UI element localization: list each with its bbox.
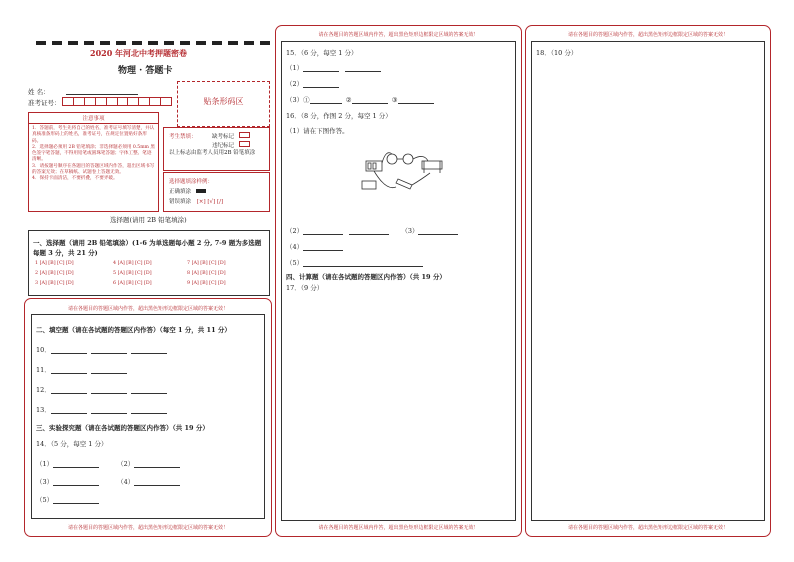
rheostat-icon [422, 161, 442, 169]
component-icon [362, 181, 376, 189]
blank[interactable] [303, 227, 343, 235]
q15: 15．（6 分，每空 1 分） [286, 49, 358, 57]
section1-title: 一、选择题（请用 2B 铅笔填涂）(1-6 为单选题每小题 2 分, 7-9 题为多选题每题 3 分，共 21 分) [33, 239, 262, 257]
choice-col-right[interactable] [187, 259, 226, 289]
blank[interactable] [53, 460, 99, 468]
blank[interactable] [310, 96, 342, 104]
barcode-label: 贴条形码区 [203, 97, 244, 106]
note-item: 3．请按题号顺序在各题目的答题区域内作答，超出区域书写的答案无效；在草稿纸、试题卷上答题无效。 [32, 163, 155, 176]
q14-1-label: （1） [36, 460, 54, 468]
blank[interactable] [349, 227, 389, 235]
blank[interactable] [352, 96, 388, 104]
q14-3-label: （3） [36, 478, 54, 486]
answer-area-middle[interactable] [281, 41, 516, 521]
q16-5 [286, 258, 423, 267]
q11-label: 11． [36, 366, 51, 374]
blank[interactable] [53, 496, 99, 504]
q17: 17．（9 分） [286, 284, 324, 292]
q10-label: 10． [36, 346, 51, 354]
q16-4-label: （4） [286, 243, 304, 251]
circuit-diagram [352, 139, 452, 201]
answer-area-left[interactable] [31, 314, 265, 519]
blank[interactable] [51, 366, 87, 374]
blank[interactable] [131, 406, 167, 414]
choice-row[interactable]: 3 [A] [B] [C] [D] [35, 281, 74, 286]
blank[interactable] [91, 366, 127, 374]
meter-icon [387, 154, 397, 164]
q15-2-label: （2） [286, 80, 304, 88]
blank[interactable] [303, 243, 343, 251]
q18: 18．（10 分） [536, 49, 578, 57]
switch-icon [396, 179, 412, 189]
q14-1 [36, 459, 180, 468]
q10 [36, 345, 167, 354]
choice-row[interactable]: 6 [A] [B] [C] [D] [113, 281, 152, 286]
subject-title-text: 物理 · 答题卡 [118, 66, 173, 76]
violation-checkbox[interactable] [239, 141, 250, 147]
q12 [36, 385, 167, 394]
choice-row[interactable]: 5 [A] [B] [C] [D] [113, 271, 152, 276]
filled-mark-icon [196, 189, 206, 193]
answer-panel-left [24, 298, 272, 537]
choice-row[interactable]: 7 [A] [B] [C] [D] [187, 261, 226, 266]
q14-3 [36, 477, 180, 486]
choice-header: 选择题(请用 2B 铅笔填涂) [110, 216, 187, 224]
blank[interactable] [51, 346, 87, 354]
violation-label [212, 141, 250, 149]
section2-title: 二、填空题（请在各试题的答题区内作答）（每空 1 分，共 11 分） [36, 326, 231, 334]
correct-sample [169, 187, 206, 195]
wrong-marks: [×] [√] [/] [196, 199, 224, 205]
q15-2 [286, 79, 339, 88]
blank[interactable] [53, 478, 99, 486]
warning-bottom: 请在各题目的答题区域内作答，超出黑色矩形边框限定区域的答案无效！ [67, 525, 228, 531]
q14-5 [36, 495, 99, 504]
warning-top: 请在各题目的答题区域内作答，超出黑色矩形边框限定区域的答案无效！ [567, 32, 728, 38]
blank[interactable] [134, 460, 180, 468]
q13 [36, 405, 167, 414]
section3-title: 三、实验探究题（请在各试题的答题区内作答）（共 19 分） [36, 424, 209, 432]
note-item: 4．保持卡面清洁，不要折叠，不要弄破。 [32, 176, 118, 182]
q15-1 [286, 63, 381, 72]
warning-top: 请在各题目的答题区域内作答，超出黑色矩形边框限定区域的答案无效！ [318, 32, 479, 38]
missing-text: 缺考标记 [212, 134, 235, 140]
notes-title: 注意事项 [29, 113, 158, 124]
subject-title [118, 63, 172, 76]
q16-2 [286, 226, 458, 235]
q14: 14．（5 分，每空 1 分） [36, 440, 108, 448]
blank[interactable] [91, 386, 127, 394]
note-item: 2．选择题必须用 2B 铅笔填涂；非选择题必须用 0.5mm 黑色签字笔答题，不得用铅笔或圆珠笔答题；字体工整、笔迹清晰。 [32, 144, 155, 163]
missing-checkbox[interactable] [239, 132, 250, 138]
q15-3c-label: ③ [391, 96, 398, 104]
q14-2-label: （2） [117, 460, 135, 468]
q14-5-label: （5） [36, 496, 54, 504]
meter-icon [403, 154, 413, 164]
warning-bottom: 请在各题目的答题区域内作答，超出黑色矩形边框限定区域的答案无效！ [318, 525, 479, 531]
notes-box [28, 112, 159, 212]
q16-5-label: （5） [286, 259, 304, 267]
blank[interactable] [51, 386, 87, 394]
name-field[interactable] [66, 94, 138, 95]
choice-row[interactable]: 4 [A] [B] [C] [D] [113, 261, 152, 266]
section4-title: 四、计算题（请在各试题的答题区内作答）（共 19 分） [286, 273, 446, 281]
blank[interactable] [131, 346, 167, 354]
blank[interactable] [345, 64, 381, 72]
q15-3b-label: ② [345, 96, 352, 104]
q16-1: （1）请在下图作答。 [286, 127, 349, 135]
choice-row[interactable]: 8 [A] [B] [C] [D] [187, 271, 226, 276]
missing-label [212, 132, 250, 140]
section1-box [28, 230, 270, 296]
q11 [36, 365, 127, 374]
answer-panel-middle [275, 25, 522, 537]
exam-no-label: 准考证号： [28, 99, 61, 107]
violation-text: 违纪标记 [212, 143, 235, 149]
blank[interactable] [303, 64, 339, 72]
q15-1-label: （1） [286, 64, 304, 72]
dash-bar [36, 41, 272, 45]
blank[interactable] [131, 386, 167, 394]
q16-2-label: （2） [286, 227, 304, 235]
q16-3-label: （3） [401, 227, 419, 235]
correct-label: 正确填涂 [169, 189, 192, 195]
wrong-label: 错误填涂 [169, 199, 192, 205]
blank[interactable] [398, 96, 434, 104]
candidate-label: 考生禁填： [169, 134, 197, 140]
fill-sample-box [163, 172, 270, 212]
blank[interactable] [134, 478, 180, 486]
q14-4-label: （4） [117, 478, 135, 486]
q15-3-label: （3）① [286, 96, 310, 104]
candidate-box [163, 127, 270, 171]
notes-list [29, 124, 158, 185]
year-title: 2020 年河北中考押题密卷 [90, 48, 188, 58]
fill-sample-title: 选择题填涂样例： [169, 179, 214, 185]
q13-label: 13． [36, 406, 51, 414]
choice-row[interactable]: 9 [A] [B] [C] [D] [187, 281, 226, 286]
warning-top: 请在各题目的答题区域内作答，超出黑色矩形边框限定区域的答案无效！ [67, 306, 228, 312]
candidate-note: 以上标志由监考人员用2B 铅笔填涂 [169, 150, 256, 156]
choice-row[interactable]: 1 [A] [B] [C] [D] [35, 261, 74, 266]
choice-col-mid[interactable] [113, 259, 152, 289]
exam-no-boxes[interactable] [62, 97, 172, 106]
q12-label: 12． [36, 386, 51, 394]
wrong-sample [169, 197, 223, 205]
answer-panel-right [525, 25, 771, 537]
q15-3 [286, 95, 434, 104]
blank[interactable] [303, 259, 423, 267]
q16: 16．（8 分，作图 2 分，每空 1 分） [286, 112, 392, 120]
choice-col-left[interactable] [35, 259, 74, 289]
blank[interactable] [91, 406, 127, 414]
name-label: 姓 名： [28, 88, 50, 96]
blank[interactable] [91, 346, 127, 354]
q16-4 [286, 242, 343, 251]
choice-row[interactable]: 2 [A] [B] [C] [D] [35, 271, 74, 276]
answer-area-right[interactable] [531, 41, 765, 521]
blank[interactable] [418, 227, 458, 235]
barcode-area [177, 81, 270, 127]
blank[interactable] [303, 80, 339, 88]
blank[interactable] [51, 406, 87, 414]
note-item: 1．答题前，考生先将自己的姓名，准考证号填写清楚，并认真核准条形码上的姓名，准考证号，在规定位置贴好条形码。 [32, 126, 155, 144]
warning-bottom: 请在各题目的答题区域内作答，超出黑色矩形边框限定区域的答案无效！ [567, 525, 728, 531]
